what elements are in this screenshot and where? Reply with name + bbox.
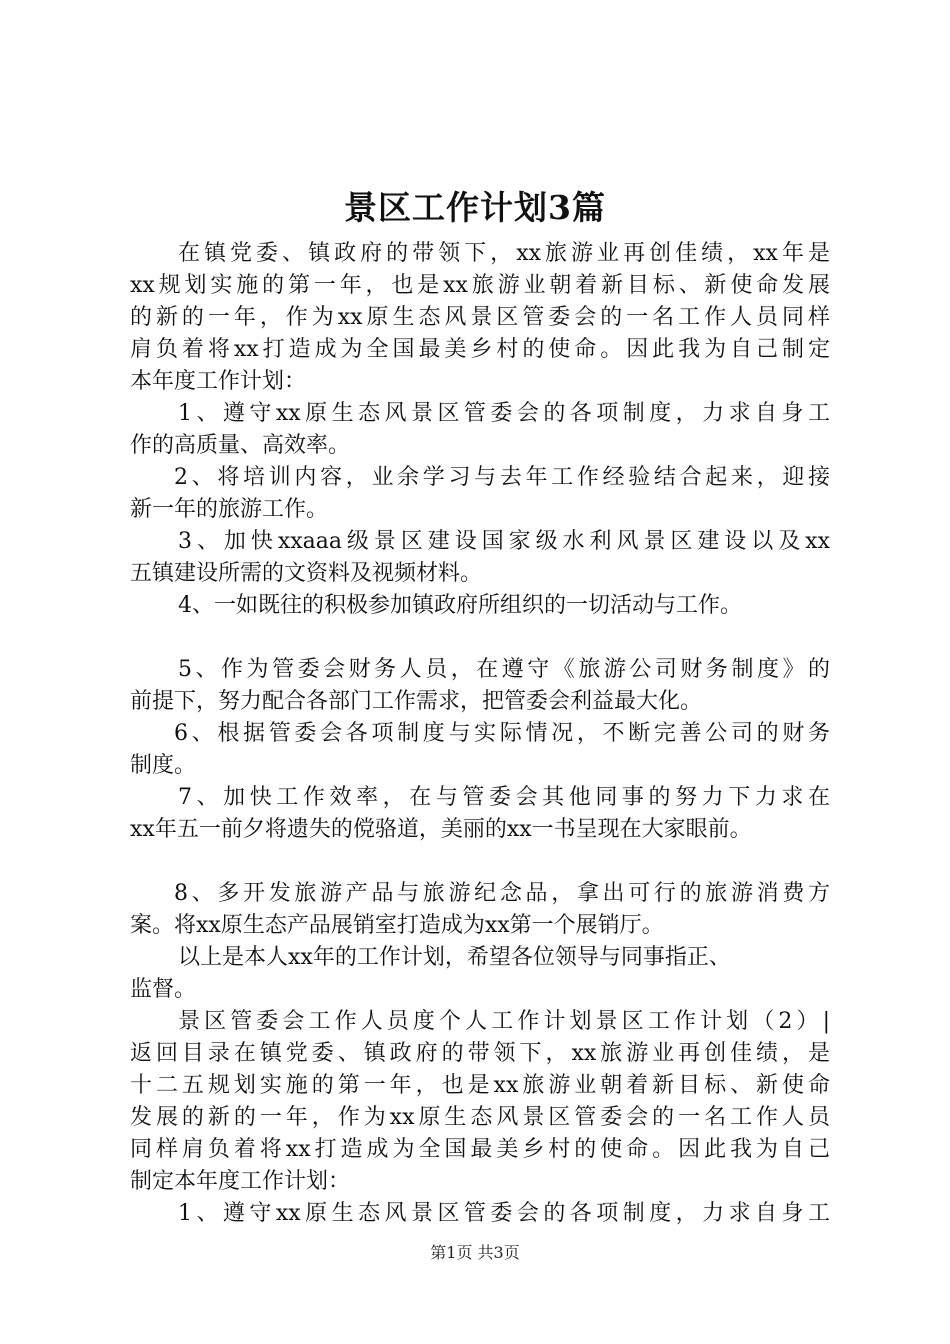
body-line: 制度。	[130, 753, 197, 778]
body-line: 8、多开发旅游产品与旅游纪念品，拿出可行的旅游消费方	[174, 881, 830, 906]
body-line: 案。将xx原生态产品展销室打造成为xx第一个展销厅。	[130, 913, 664, 938]
body-line: xx规划实施的第一年，也是xx旅游业朝着新目标、新使命发展	[130, 273, 830, 298]
body-line: 1、遵守xx原生态风景区管委会的各项制度，力求自身工	[178, 1201, 830, 1226]
body-line: 3、加快xxaaa级景区建设国家级水利风景区建设以及xx	[178, 529, 830, 554]
body-line: 7、加快工作效率，在与管委会其他同事的努力下力求在	[178, 785, 830, 810]
body-line: 十二五规划实施的第一年，也是xx旅游业朝着新目标、新使命	[130, 1073, 830, 1098]
body-line: 5、作为管委会财务人员，在遵守《旅游公司财务制度》的	[178, 657, 830, 682]
blank-line	[130, 846, 830, 878]
body-line: xx年五一前夕将遗失的傥骆道，美丽的xx一书呈现在大家眼前。	[130, 817, 752, 842]
body-line: 制定本年度工作计划：	[130, 1169, 351, 1194]
body-line: 肩负着将xx打造成为全国最美乡村的使命。因此我为自己制定	[130, 337, 830, 362]
body-line: 2、将培训内容，业余学习与去年工作经验结合起来，迎接	[174, 465, 830, 490]
document-body	[130, 238, 830, 1230]
body-line: 返回目录在镇党委、镇政府的带领下，xx旅游业再创佳绩，是	[130, 1041, 830, 1066]
body-line: 以上是本人xx年的工作计划，希望各位领导与同事指正、	[178, 945, 731, 970]
body-line: 前提下，努力配合各部门工作需求，把管委会利益最大化。	[130, 689, 703, 714]
body-line: 本年度工作计划：	[130, 369, 307, 394]
body-line: 新一年的旅游工作。	[130, 497, 329, 522]
body-line: 4、一如既往的积极参加镇政府所组织的一切活动与工作。	[178, 593, 742, 618]
body-line: 监督。	[130, 977, 197, 1002]
document-title: 景区工作计划3篇	[344, 188, 606, 227]
page-number-footer: 第1页 共3页	[430, 1243, 520, 1262]
body-line: 景区管委会工作人员度个人工作计划景区工作计划（2）|	[178, 1009, 830, 1034]
body-line: 1、遵守xx原生态风景区管委会的各项制度，力求自身工	[178, 401, 830, 426]
body-line: 6、根据管委会各项制度与实际情况，不断完善公司的财务	[174, 721, 830, 746]
body-line: 发展的新的一年，作为xx原生态风景区管委会的一名工作人员	[130, 1105, 830, 1130]
body-line: 五镇建设所需的文资料及视频材料。	[130, 561, 483, 586]
body-line: 的新的一年，作为xx原生态风景区管委会的一名工作人员同样	[130, 305, 830, 330]
body-line: 在镇党委、镇政府的带领下，xx旅游业再创佳绩，xx年是	[178, 241, 830, 266]
blank-line	[130, 622, 830, 654]
body-line: 同样肩负着将xx打造成为全国最美乡村的使命。因此我为自己	[130, 1137, 830, 1162]
body-line: 作的高质量、高效率。	[130, 433, 351, 458]
